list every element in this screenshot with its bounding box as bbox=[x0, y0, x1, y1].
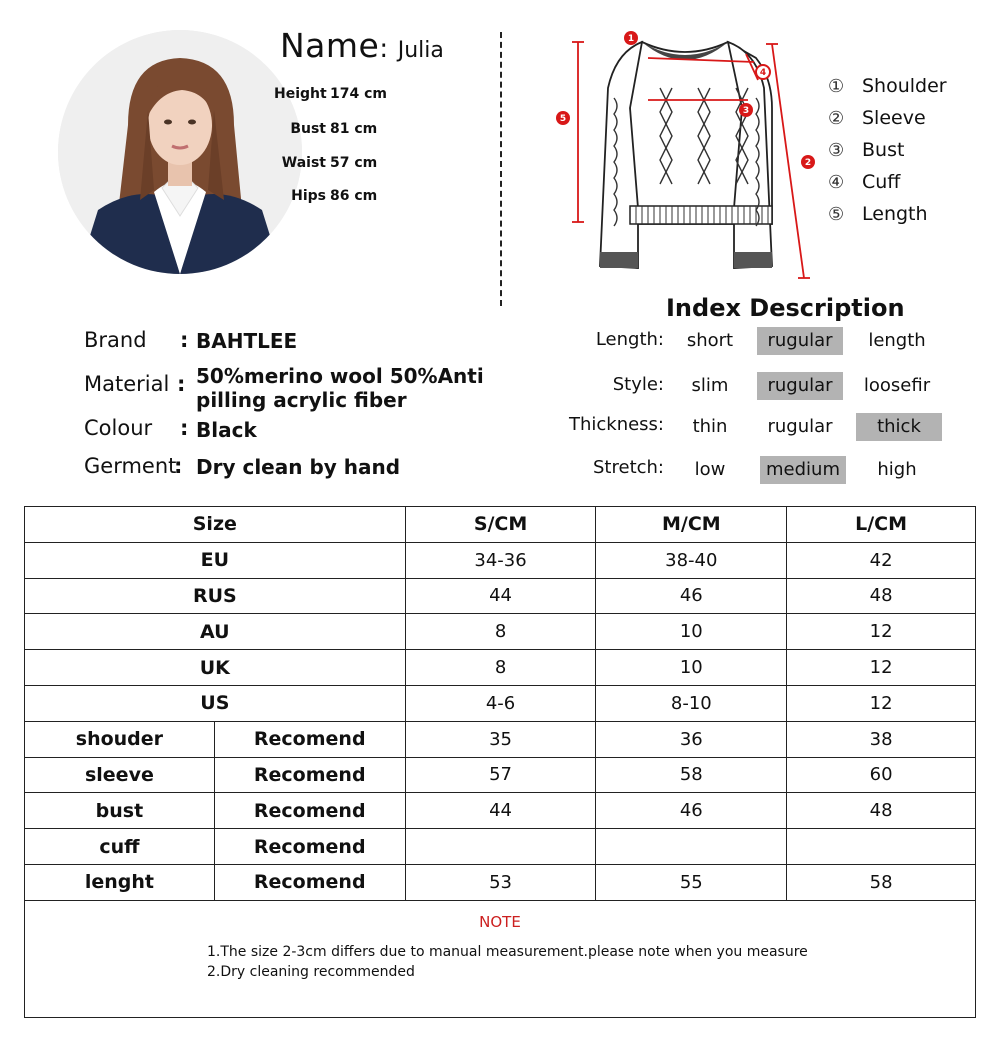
index-option: length bbox=[868, 330, 926, 351]
cell: 57 bbox=[405, 757, 596, 793]
legend-num: ① bbox=[828, 76, 845, 97]
brand-colon: : bbox=[180, 328, 189, 352]
legend-label: Bust bbox=[862, 139, 905, 161]
cell: 44 bbox=[405, 793, 596, 829]
table-row bbox=[25, 829, 976, 865]
row-note: Recomend bbox=[214, 757, 405, 793]
cell: 8-10 bbox=[596, 685, 787, 721]
marker-5: 5 bbox=[559, 114, 567, 124]
brand-label: Brand bbox=[84, 328, 147, 352]
row-label: UK bbox=[25, 650, 406, 686]
legend-label: Sleeve bbox=[862, 107, 926, 129]
measure-value: 81 cm bbox=[330, 121, 378, 137]
name-label: Name bbox=[280, 26, 380, 65]
germent-label: Germent bbox=[84, 454, 177, 478]
sweater-illustration bbox=[550, 28, 820, 290]
table-row bbox=[25, 757, 976, 793]
measure-value: 174 cm bbox=[330, 86, 387, 102]
model-illustration bbox=[58, 30, 302, 274]
cell: 44 bbox=[405, 578, 596, 614]
cell: 60 bbox=[787, 757, 976, 793]
table-row bbox=[25, 864, 976, 900]
row-label: sleeve bbox=[25, 757, 215, 793]
material-value: 50%merino wool 50%Anti pilling acrylic fiber bbox=[196, 364, 484, 412]
header-m: M/CM bbox=[596, 507, 787, 543]
marker-4: 4 bbox=[759, 68, 767, 78]
cell: 38-40 bbox=[596, 542, 787, 578]
cell: 58 bbox=[787, 864, 976, 900]
row-label: US bbox=[25, 685, 406, 721]
row-note: Recomend bbox=[214, 864, 405, 900]
cell: 12 bbox=[787, 685, 976, 721]
cell: 35 bbox=[405, 721, 596, 757]
cell: 12 bbox=[787, 650, 976, 686]
legend-bust bbox=[828, 139, 904, 161]
row-label: shouder bbox=[25, 721, 215, 757]
model-name: Julia bbox=[397, 38, 444, 63]
measure-hips bbox=[274, 188, 377, 204]
table-row bbox=[25, 578, 976, 614]
table-row bbox=[25, 793, 976, 829]
legend-num: ③ bbox=[828, 140, 845, 161]
index-option: rugular bbox=[767, 416, 833, 437]
index-option-selected: rugular bbox=[757, 372, 843, 400]
index-option: short bbox=[686, 330, 734, 351]
measure-bust bbox=[274, 121, 377, 137]
cell: 10 bbox=[596, 614, 787, 650]
brand-value: BAHTLEE bbox=[196, 329, 298, 353]
name-colon: : bbox=[379, 34, 389, 64]
cell bbox=[787, 829, 976, 865]
row-label: AU bbox=[25, 614, 406, 650]
row-note: Recomend bbox=[214, 829, 405, 865]
legend-label: Cuff bbox=[862, 171, 901, 193]
cell bbox=[596, 829, 787, 865]
row-label: cuff bbox=[25, 829, 215, 865]
table-row bbox=[25, 650, 976, 686]
table-row bbox=[25, 614, 976, 650]
measure-label: Bust bbox=[290, 121, 326, 137]
cell: 46 bbox=[596, 578, 787, 614]
germent-value: Dry clean by hand bbox=[196, 455, 401, 479]
legend-shoulder bbox=[828, 75, 947, 97]
cell: 48 bbox=[787, 793, 976, 829]
index-label-style: Style: bbox=[612, 374, 664, 395]
header-s: S/CM bbox=[405, 507, 596, 543]
row-label: lenght bbox=[25, 864, 215, 900]
cell: 48 bbox=[787, 578, 976, 614]
measure-height bbox=[274, 86, 387, 102]
index-option: loosefir bbox=[863, 375, 931, 396]
cell: 42 bbox=[787, 542, 976, 578]
measure-waist bbox=[274, 155, 377, 171]
index-option: thin bbox=[692, 416, 728, 437]
legend-num: ⑤ bbox=[828, 204, 845, 225]
row-label: RUS bbox=[25, 578, 406, 614]
material-colon: : bbox=[177, 372, 186, 396]
index-option-selected: rugular bbox=[757, 327, 843, 355]
colour-value: Black bbox=[196, 418, 257, 442]
index-option: slim bbox=[691, 375, 729, 396]
note-title: NOTE bbox=[479, 913, 521, 931]
model-photo bbox=[58, 30, 302, 274]
section-divider bbox=[500, 32, 502, 306]
table-row bbox=[25, 721, 976, 757]
cell: 10 bbox=[596, 650, 787, 686]
cell: 38 bbox=[787, 721, 976, 757]
marker-3: 3 bbox=[742, 106, 750, 116]
measure-label: Hips bbox=[291, 188, 326, 204]
note-box bbox=[24, 899, 976, 1018]
table-row bbox=[25, 685, 976, 721]
row-label: EU bbox=[25, 542, 406, 578]
note-line-1: 1.The size 2-3cm differs due to manual measurement.please note when you measure bbox=[207, 944, 808, 960]
cell: 34-36 bbox=[405, 542, 596, 578]
legend-num: ② bbox=[828, 108, 845, 129]
index-label-length: Length: bbox=[595, 329, 664, 350]
legend-sleeve bbox=[828, 107, 926, 129]
measure-value: 57 cm bbox=[330, 155, 378, 171]
index-option: high bbox=[877, 459, 917, 480]
cell bbox=[405, 829, 596, 865]
index-option: low bbox=[694, 459, 726, 480]
cell: 8 bbox=[405, 650, 596, 686]
cell: 53 bbox=[405, 864, 596, 900]
row-note: Recomend bbox=[214, 793, 405, 829]
cell: 58 bbox=[596, 757, 787, 793]
measure-label: Waist bbox=[281, 155, 326, 171]
colour-label: Colour bbox=[84, 416, 153, 440]
cell: 55 bbox=[596, 864, 787, 900]
row-note: Recomend bbox=[214, 721, 405, 757]
header-size: Size bbox=[25, 507, 406, 543]
legend-num: ④ bbox=[828, 172, 845, 193]
index-label-thickness: Thickness: bbox=[568, 414, 664, 435]
measure-label: Height bbox=[274, 86, 327, 102]
legend-label: Length bbox=[862, 203, 928, 225]
size-table bbox=[24, 506, 976, 901]
colour-colon: : bbox=[180, 416, 189, 440]
table-header-row bbox=[25, 507, 976, 543]
row-label: bust bbox=[25, 793, 215, 829]
model-name-line bbox=[280, 26, 444, 65]
index-title: Index Description bbox=[666, 294, 905, 322]
cell: 4-6 bbox=[405, 685, 596, 721]
index-label-stretch: Stretch: bbox=[593, 457, 664, 478]
cell: 46 bbox=[596, 793, 787, 829]
legend-label: Shoulder bbox=[862, 75, 947, 97]
sweater-diagram bbox=[550, 28, 820, 290]
header-l: L/CM bbox=[787, 507, 976, 543]
cell: 36 bbox=[596, 721, 787, 757]
cell: 8 bbox=[405, 614, 596, 650]
marker-2: 2 bbox=[804, 158, 812, 168]
measure-value: 86 cm bbox=[330, 188, 378, 204]
material-label: Material bbox=[84, 372, 170, 396]
legend-length bbox=[828, 203, 928, 225]
germent-colon: : bbox=[174, 454, 183, 478]
marker-1: 1 bbox=[627, 34, 635, 44]
table-row bbox=[25, 542, 976, 578]
legend-cuff bbox=[828, 171, 900, 193]
index-option-selected: thick bbox=[856, 413, 942, 441]
note-line-2: 2.Dry cleaning recommended bbox=[207, 964, 415, 980]
cell: 12 bbox=[787, 614, 976, 650]
index-option-selected: medium bbox=[760, 456, 846, 484]
